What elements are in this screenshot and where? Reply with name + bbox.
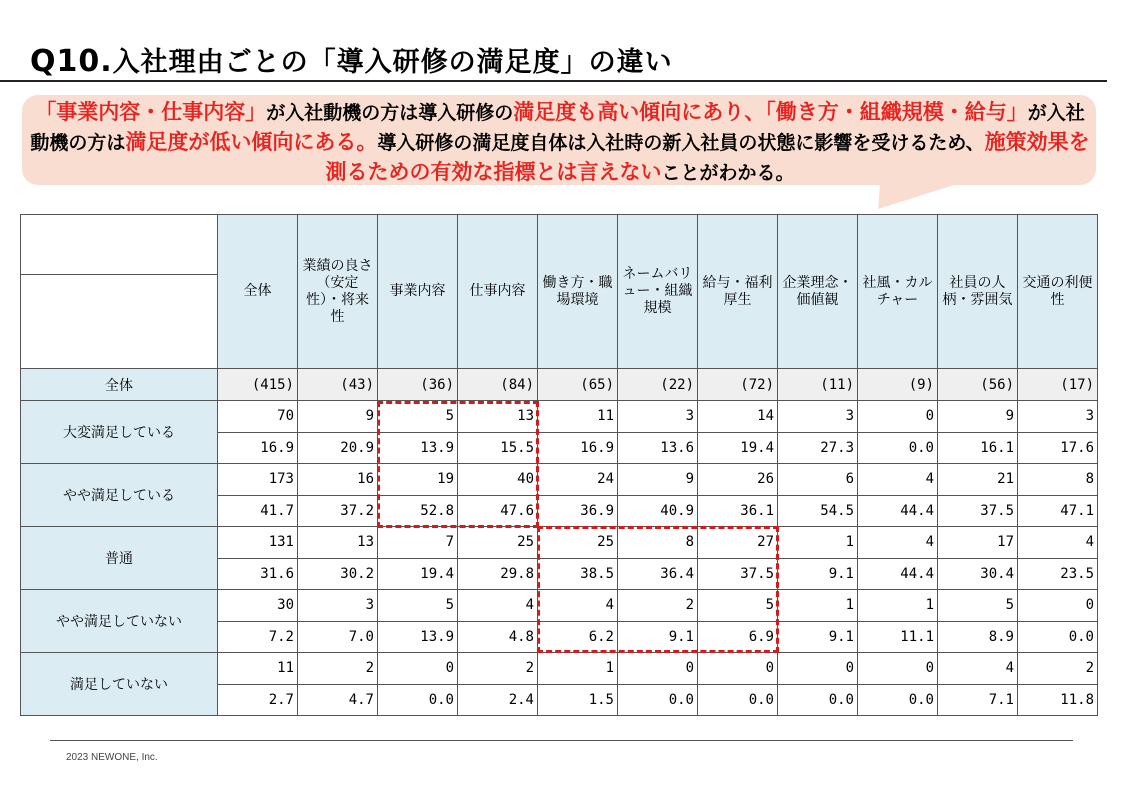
percent-cell: 30.2 <box>298 558 378 590</box>
percent-cell: 6.9 <box>698 621 778 653</box>
count-cell: 5 <box>938 590 1018 622</box>
column-header: 企業理念・価値観 <box>778 215 858 369</box>
percent-cell: 1.5 <box>538 684 618 716</box>
count-cell: 0 <box>858 401 938 433</box>
count-cell: 1 <box>538 653 618 685</box>
page-title <box>30 40 673 79</box>
percent-cell: 54.5 <box>778 495 858 527</box>
percent-cell: 44.4 <box>858 558 938 590</box>
body-text: が入社動機の方は <box>30 102 1085 154</box>
percent-cell: 11.8 <box>1018 684 1098 716</box>
base-count: (415) <box>218 369 298 401</box>
percent-cell: 2.4 <box>458 684 538 716</box>
percent-cell: 0.0 <box>618 684 698 716</box>
count-cell: 0 <box>378 653 458 685</box>
percent-cell: 13.9 <box>378 432 458 464</box>
count-cell: 173 <box>218 464 298 496</box>
count-cell: 9 <box>938 401 1018 433</box>
title-text: 入社理由ごとの「導入研修の満足度」の違い <box>112 47 673 78</box>
base-count: (36) <box>378 369 458 401</box>
row-label: 満足していない <box>21 653 218 716</box>
count-cell: 131 <box>218 527 298 559</box>
percent-cell: 40.9 <box>618 495 698 527</box>
highlighted-text: 「事業内容・仕事内容」 <box>35 100 267 124</box>
percent-cell: 41.7 <box>218 495 298 527</box>
base-count: (72) <box>698 369 778 401</box>
count-cell: 3 <box>618 401 698 433</box>
count-cell: 16 <box>298 464 378 496</box>
column-header: 全体 <box>218 215 298 369</box>
column-header: ネームバリュー・組織規模 <box>618 215 698 369</box>
count-cell: 13 <box>298 527 378 559</box>
percent-cell: 0.0 <box>778 684 858 716</box>
count-cell: 4 <box>1018 527 1098 559</box>
highlighted-text: 満足度が低い傾向にある。 <box>125 130 378 154</box>
column-header: 給与・福利厚生 <box>698 215 778 369</box>
count-cell: 17 <box>938 527 1018 559</box>
percent-cell: 0.0 <box>698 684 778 716</box>
count-cell: 9 <box>618 464 698 496</box>
percent-cell: 47.1 <box>1018 495 1098 527</box>
count-cell: 70 <box>218 401 298 433</box>
count-cell: 5 <box>698 590 778 622</box>
count-cell: 0 <box>698 653 778 685</box>
base-count: (22) <box>618 369 698 401</box>
count-cell: 11 <box>538 401 618 433</box>
count-cell: 0 <box>618 653 698 685</box>
count-cell: 5 <box>378 401 458 433</box>
percent-cell: 29.8 <box>458 558 538 590</box>
count-cell: 21 <box>938 464 1018 496</box>
percent-cell: 17.6 <box>1018 432 1098 464</box>
title-divider <box>0 80 1107 82</box>
count-cell: 4 <box>538 590 618 622</box>
question-number: Q10. <box>30 44 113 79</box>
row-label: やや満足していない <box>21 590 218 653</box>
percent-cell: 16.9 <box>538 432 618 464</box>
footer-divider <box>50 740 1073 741</box>
count-cell: 0 <box>1018 590 1098 622</box>
base-count: (43) <box>298 369 378 401</box>
count-cell: 40 <box>458 464 538 496</box>
column-header: 仕事内容 <box>458 215 538 369</box>
count-cell: 0 <box>858 653 938 685</box>
count-cell: 8 <box>1018 464 1098 496</box>
corner-cell-lower <box>21 275 218 369</box>
column-header: 交通の利便性 <box>1018 215 1098 369</box>
summary-text <box>30 98 1090 188</box>
count-cell: 3 <box>298 590 378 622</box>
percent-cell: 0.0 <box>1018 621 1098 653</box>
count-cell: 1 <box>858 590 938 622</box>
percent-cell: 16.1 <box>938 432 1018 464</box>
percent-cell: 15.5 <box>458 432 538 464</box>
base-count: (17) <box>1018 369 1098 401</box>
count-cell: 24 <box>538 464 618 496</box>
percent-cell: 0.0 <box>858 432 938 464</box>
percent-cell: 27.3 <box>778 432 858 464</box>
count-cell: 11 <box>218 653 298 685</box>
count-cell: 30 <box>218 590 298 622</box>
percent-cell: 47.6 <box>458 495 538 527</box>
count-cell: 14 <box>698 401 778 433</box>
count-cell: 19 <box>378 464 458 496</box>
count-cell: 1 <box>778 590 858 622</box>
percent-cell: 44.4 <box>858 495 938 527</box>
body-text: が入社動機の方は導入研修の <box>266 102 514 124</box>
row-label: やや満足している <box>21 464 218 527</box>
count-cell: 4 <box>858 527 938 559</box>
percent-cell: 7.0 <box>298 621 378 653</box>
percent-cell: 7.2 <box>218 621 298 653</box>
column-header: 社風・カルチャー <box>858 215 938 369</box>
percent-cell: 19.4 <box>698 432 778 464</box>
count-cell: 6 <box>778 464 858 496</box>
percent-cell: 0.0 <box>858 684 938 716</box>
count-cell: 26 <box>698 464 778 496</box>
column-header: 社員の人柄・雰囲気 <box>938 215 1018 369</box>
highlighted-text: 満足度も高い傾向にあり、「働き方・組織規模・給与」 <box>513 100 1028 124</box>
count-cell: 3 <box>778 401 858 433</box>
percent-cell: 7.1 <box>938 684 1018 716</box>
corner-cell <box>21 215 218 275</box>
percent-cell: 9.1 <box>778 621 858 653</box>
percent-cell: 13.6 <box>618 432 698 464</box>
percent-cell: 20.9 <box>298 432 378 464</box>
count-cell: 25 <box>458 527 538 559</box>
count-cell: 8 <box>618 527 698 559</box>
count-cell: 13 <box>458 401 538 433</box>
percent-cell: 2.7 <box>218 684 298 716</box>
count-cell: 2 <box>618 590 698 622</box>
count-cell: 0 <box>778 653 858 685</box>
body-text: 導入研修の満足度自体は入社時の新入社員の状態に影響を受けるため、 <box>377 132 985 154</box>
count-cell: 7 <box>378 527 458 559</box>
satisfaction-table <box>20 214 1098 716</box>
percent-cell: 9.1 <box>618 621 698 653</box>
base-count: (84) <box>458 369 538 401</box>
percent-cell: 31.6 <box>218 558 298 590</box>
count-cell: 4 <box>458 590 538 622</box>
count-cell: 2 <box>298 653 378 685</box>
base-count: (65) <box>538 369 618 401</box>
count-cell: 2 <box>1018 653 1098 685</box>
column-header: 業績の良さ（安定性）・将来性 <box>298 215 378 369</box>
percent-cell: 36.4 <box>618 558 698 590</box>
count-cell: 4 <box>938 653 1018 685</box>
count-cell: 25 <box>538 527 618 559</box>
row-label: 普通 <box>21 527 218 590</box>
column-header: 働き方・職場環境 <box>538 215 618 369</box>
count-cell: 2 <box>458 653 538 685</box>
percent-cell: 4.7 <box>298 684 378 716</box>
percent-cell: 23.5 <box>1018 558 1098 590</box>
percent-cell: 4.8 <box>458 621 538 653</box>
percent-cell: 6.2 <box>538 621 618 653</box>
percent-cell: 37.2 <box>298 495 378 527</box>
count-cell: 3 <box>1018 401 1098 433</box>
percent-cell: 52.8 <box>378 495 458 527</box>
percent-cell: 37.5 <box>698 558 778 590</box>
base-count: (11) <box>778 369 858 401</box>
percent-cell: 13.9 <box>378 621 458 653</box>
percent-cell: 8.9 <box>938 621 1018 653</box>
percent-cell: 9.1 <box>778 558 858 590</box>
highlighted-text: 施策効果を測るための有効な指標とは言えない <box>325 130 1090 184</box>
percent-cell: 37.5 <box>938 495 1018 527</box>
base-count: (56) <box>938 369 1018 401</box>
percent-cell: 0.0 <box>378 684 458 716</box>
count-cell: 9 <box>298 401 378 433</box>
percent-cell: 36.9 <box>538 495 618 527</box>
percent-cell: 30.4 <box>938 558 1018 590</box>
count-cell: 1 <box>778 527 858 559</box>
count-cell: 27 <box>698 527 778 559</box>
percent-cell: 19.4 <box>378 558 458 590</box>
row-label-total: 全体 <box>21 369 218 401</box>
column-header: 事業内容 <box>378 215 458 369</box>
percent-cell: 36.1 <box>698 495 778 527</box>
body-text: ことがわかる。 <box>661 162 795 184</box>
copyright: 2023 NEWONE, Inc. <box>66 752 158 763</box>
percent-cell: 11.1 <box>858 621 938 653</box>
base-count: (9) <box>858 369 938 401</box>
percent-cell: 16.9 <box>218 432 298 464</box>
percent-cell: 38.5 <box>538 558 618 590</box>
count-cell: 4 <box>858 464 938 496</box>
count-cell: 5 <box>378 590 458 622</box>
row-label: 大変満足している <box>21 401 218 464</box>
